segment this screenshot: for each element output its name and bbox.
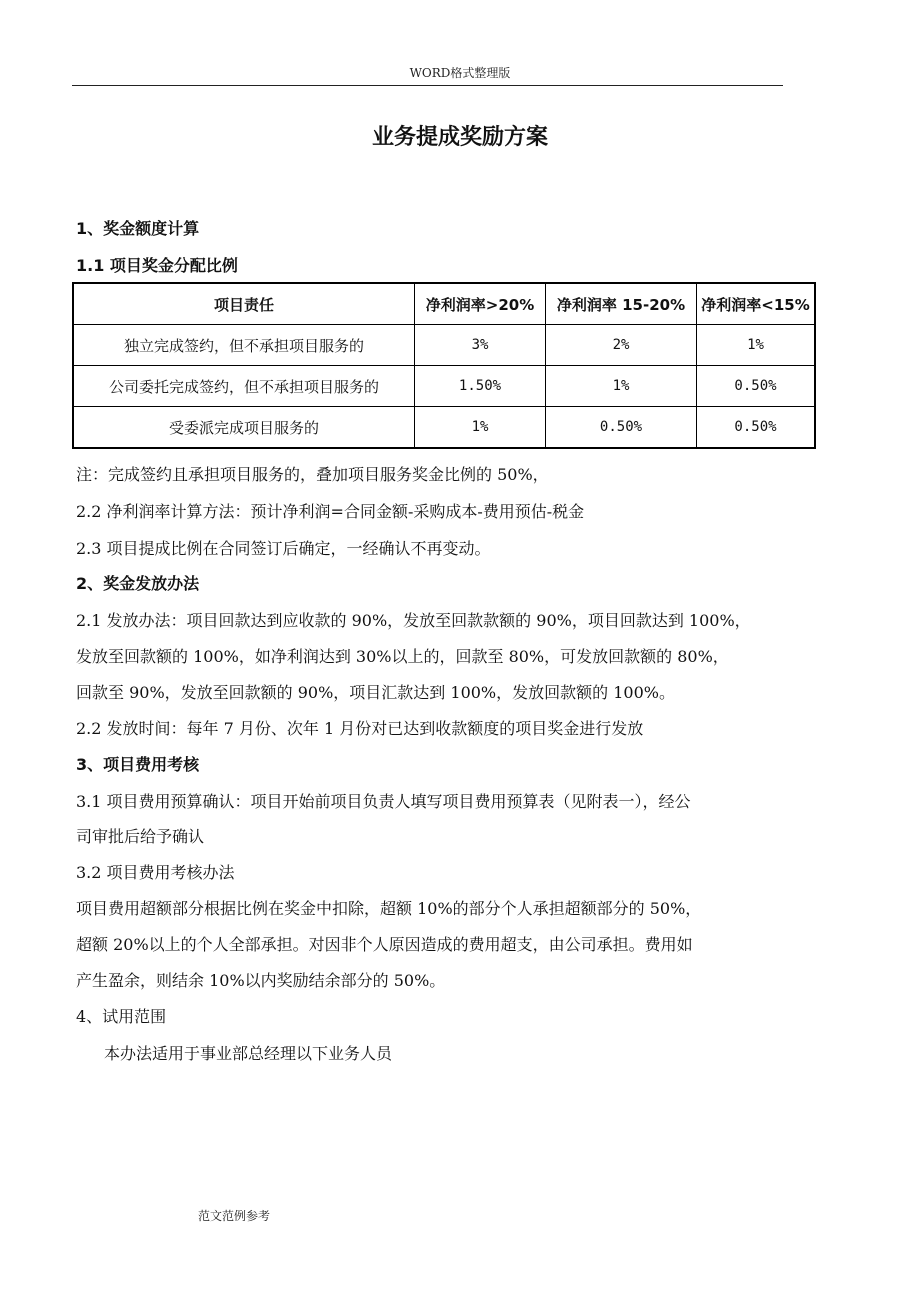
section-2-heading: 2、奖金发放办法: [76, 574, 200, 593]
table-header-row: [73, 283, 815, 325]
section-3-2-heading: 3.2 项目费用考核办法: [76, 863, 235, 882]
section-3-heading: 3、项目费用考核: [76, 755, 200, 774]
table-cell: 2%: [546, 325, 697, 366]
paragraph-3-2-line: 项目费用超额部分根据比例在奖金中扣除，超额 10%的部分个人承担超额部分的 50%，: [76, 899, 702, 918]
table-header-cell: 净利润率<15%: [697, 283, 816, 325]
table-cell: 0.50%: [697, 366, 816, 407]
table-row: [73, 366, 815, 407]
paragraph-3-2-line: 超额 20%以上的个人全部承担。对因非个人原因造成的费用超支，由公司承担。费用如: [76, 935, 693, 954]
paragraph-1-3: 2.3 项目提成比例在合同签订后确定，一经确认不再变动。: [76, 539, 491, 558]
bonus-ratio-table: [72, 282, 816, 449]
table-row: [73, 325, 815, 366]
paragraph-3-1-line: 司审批后给予确认: [76, 827, 205, 846]
section-1-heading: 1、奖金额度计算: [76, 219, 200, 238]
paragraph-3-1-line: 3.1 项目费用预算确认：项目开始前项目负责人填写项目费用预算表（见附表一），经公: [76, 792, 691, 811]
paragraph-2-1-line: 回款至 90%，发放至回款额的 90%，项目汇款达到 100%，发放回款额的 100%。: [76, 683, 675, 702]
table-cell: 独立完成签约，但不承担项目服务的: [73, 325, 415, 366]
table-header-cell: 净利润率 15-20%: [546, 283, 697, 325]
table-cell: 3%: [415, 325, 546, 366]
header-rule: [72, 85, 783, 86]
table-cell: 公司委托完成签约，但不承担项目服务的: [73, 366, 415, 407]
section-1-1-heading: 1.1 项目奖金分配比例: [76, 256, 238, 275]
table-cell: 受委派完成项目服务的: [73, 407, 415, 449]
table-cell: 1%: [415, 407, 546, 449]
document-title: 业务提成奖励方案: [371, 125, 548, 150]
page-header: WORD格式整理版: [409, 66, 511, 80]
table-note: 注：完成签约且承担项目服务的，叠加项目服务奖金比例的 50%，: [76, 465, 549, 484]
table-cell: 1%: [697, 325, 816, 366]
paragraph-2-1-line: 2.1 发放办法：项目回款达到应收款的 90%，发放至回款款额的 90%，项目回款达到 100%，: [76, 611, 751, 630]
paragraph-4: 本办法适用于事业部总经理以下业务人员: [104, 1044, 393, 1063]
paragraph-1-2: 2.2 净利润率计算方法：预计净利润=合同金额-采购成本-费用预估-税金: [76, 502, 585, 521]
table-header-cell: 项目责任: [73, 283, 415, 325]
paragraph-2-1-line: 发放至回款额的 100%，如净利润达到 30%以上的，回款至 80%，可发放回款额的 80%，: [76, 647, 729, 666]
table-cell: 1.50%: [415, 366, 546, 407]
page-footer: 范文范例参考: [198, 1209, 271, 1223]
table-header-cell: 净利润率>20%: [415, 283, 546, 325]
table-cell: 0.50%: [546, 407, 697, 449]
section-4-heading: 4、试用范围: [76, 1007, 167, 1026]
table-row: [73, 407, 815, 449]
paragraph-2-2: 2.2 发放时间：每年 7 月份、次年 1 月份对已达到收款额度的项目奖金进行发放: [76, 719, 644, 738]
paragraph-3-2-line: 产生盈余，则结余 10%以内奖励结余部分的 50%。: [76, 971, 446, 990]
table-cell: 0.50%: [697, 407, 816, 449]
table-cell: 1%: [546, 366, 697, 407]
